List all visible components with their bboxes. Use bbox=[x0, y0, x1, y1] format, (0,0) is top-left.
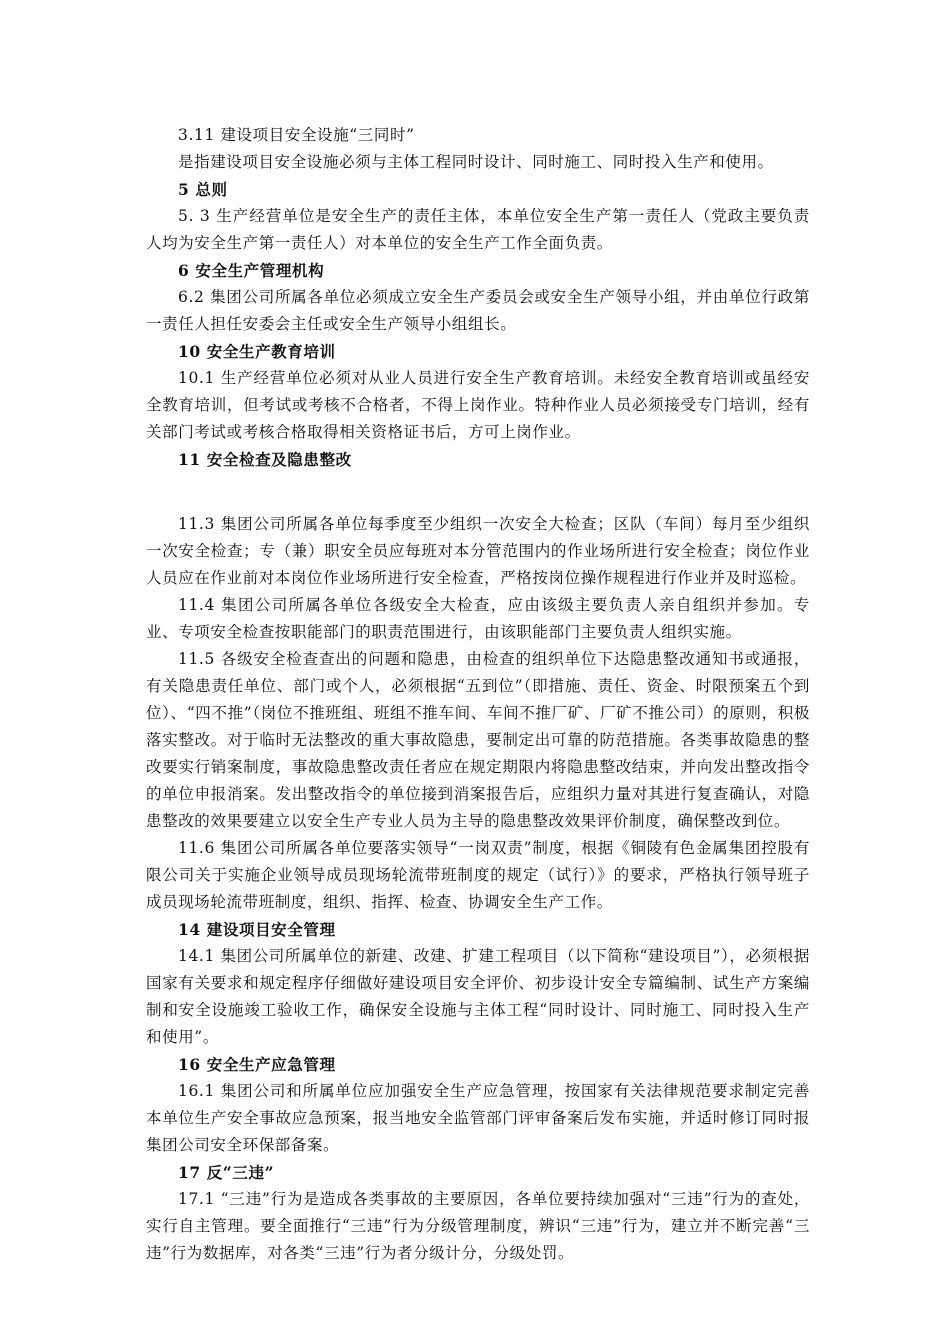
clause-11-6: 11.6 集团公司所属各单位要落实领导“一岗双责”制度，根据《铜陵有色金属集团控股有限公司关于实施企业领导成员现场轮流带班制度的规定（试行）》的要求，严格执行领导班子成员现场轮流带班制度，组织、指挥、检查、协调安全生产工作。 bbox=[146, 839, 810, 911]
blank-gap bbox=[146, 473, 810, 511]
clause-5-3: 5. 3 生产经营单位是安全生产的责任主体，本单位安全生产第一责任人（党政主要负责人均为安全生产第一责任人）对本单位的安全生产工作全面负责。 bbox=[146, 207, 810, 252]
heading-11: 11 安全检查及隐患整改 bbox=[178, 450, 352, 469]
heading-17: 17 反“三违” bbox=[178, 1163, 275, 1182]
document-page bbox=[146, 122, 810, 1267]
clause-17-1: 17.1 “三违”行为是造成各类事故的主要原因，各单位要持续加强对“三违”行为的查处，实行自主管理。要全面推行“三违”行为分级管理制度，辨识“三违”行为，建立并不断完善“三违”行为数据库，对各类“三违”行为者分级计分，分级处罚。 bbox=[146, 1190, 810, 1262]
clause-6-2: 6.2 集团公司所属各单位必须成立安全生产委员会或安全生产领导小组，并由单位行政第一责任人担任安委会主任或安全生产领导小组组长。 bbox=[146, 288, 810, 333]
clause-16-1: 16.1 集团公司和所属单位应加强安全生产应急管理，按国家有关法律规范要求制定完善本单位生产安全事故应急预案，报当地安全监管部门评审备案后发布实施，并适时修订同时报集团公司安全环保部备案。 bbox=[146, 1082, 810, 1154]
section-3-11-body: 是指建设项目安全设施必须与主体工程同时设计、同时施工、同时投入生产和使用。 bbox=[178, 153, 774, 171]
heading-16: 16 安全生产应急管理 bbox=[178, 1055, 336, 1074]
clause-11-4: 11.4 集团公司所属各单位各级安全大检查，应由该级主要负责人亲自组织并参加。专业、专项安全检查按职能部门的职责范围进行，由该职能部门主要负责人组织实施。 bbox=[146, 596, 810, 641]
heading-10: 10 安全生产教育培训 bbox=[178, 342, 336, 361]
heading-6: 6 安全生产管理机构 bbox=[178, 261, 325, 280]
heading-14: 14 建设项目安全管理 bbox=[178, 920, 336, 939]
clause-11-5: 11.5 各级安全检查查出的问题和隐患，由检查的组织单位下达隐患整改通知书或通报，有关隐患责任单位、部门或个人，必须根据“五到位”（即措施、责任、资金、时限预案五个到位）、“四不推”（岗位不推班组、班组不推车间、车间不推厂矿、厂矿不推公司）的原则，积极落实整改。对于临时无法整改的重大事故隐患，要制定出可靠的防范措施。各类事故隐患的整改要实行销案制度，事故隐患整改责任者应在规定期限内将隐患整改结束，并向发出整改指令的单位申报消案。发出整改指令的单位接到消案报告后，应组织力量对其进行复查确认，对隐患整改的效果要建立以安全生产专业人员为主导的隐患整改效果评价制度，确保整改到位。 bbox=[146, 650, 810, 830]
clause-10-1: 10.1 生产经营单位必须对从业人员进行安全生产教育培训。未经安全教育培训或虽经安全教育培训，但考试或考核不合格者，不得上岗作业。特种作业人员必须接受专门培训，经有关部门考试或考核合格取得相关资格证书后，方可上岗作业。 bbox=[146, 369, 810, 441]
section-3-11-title: 3.11 建设项目安全设施“三同时” bbox=[178, 126, 415, 144]
heading-5: 5 总则 bbox=[178, 180, 228, 199]
clause-14-1: 14.1 集团公司所属单位的新建、改建、扩建工程项目（以下简称“建设项目”），必须根据国家有关要求和规定程序仔细做好建设项目安全评价、初步设计安全专篇编制、试生产方案编制和安全设施竣工验收工作，确保安全设施与主体工程“同时设计、同时施工、同时投入生产和使用”。 bbox=[146, 947, 810, 1046]
clause-11-3: 11.3 集团公司所属各单位每季度至少组织一次安全大检查；区队（车间）每月至少组织一次安全检查；专（兼）职安全员应每班对本分管范围内的作业场所进行安全检查；岗位作业人员应在作业前对本岗位作业场所进行安全检查，严格按岗位操作规程进行作业并及时巡检。 bbox=[146, 515, 810, 587]
